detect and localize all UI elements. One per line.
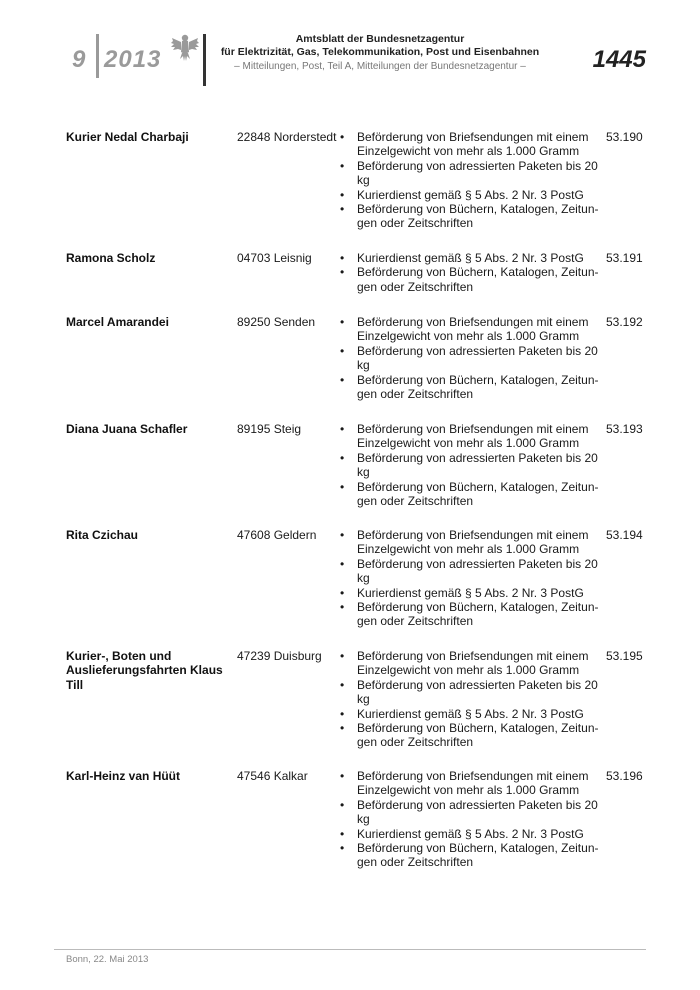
entry-number: 53.193 bbox=[606, 422, 643, 436]
service-item: • Beförderung von Briefsendungen mit einem Einzelgewicht von mehr als 1.000 Gramm bbox=[340, 769, 602, 798]
entry-name: Marcel Amarandei bbox=[66, 315, 169, 329]
entry-number: 53.190 bbox=[606, 130, 643, 144]
service-item: • Beförderung von Büchern, Katalogen, Zeitun-gen oder Zeitschriften bbox=[340, 373, 602, 402]
issue-year: 2013 bbox=[104, 46, 162, 73]
service-list bbox=[340, 528, 602, 629]
footer-divider bbox=[54, 949, 646, 950]
service-item: • Beförderung von Briefsendungen mit einem Einzelgewicht von mehr als 1.000 Gramm bbox=[340, 649, 602, 678]
entry-number: 53.194 bbox=[606, 528, 643, 542]
entry-name: Diana Juana Schafler bbox=[66, 422, 188, 436]
entry-number: 53.196 bbox=[606, 769, 643, 783]
footer-date: Bonn, 22. Mai 2013 bbox=[66, 954, 149, 965]
service-item: • Beförderung von Büchern, Katalogen, Zeitun-gen oder Zeitschriften bbox=[340, 202, 602, 231]
entry-place: 47239 Duisburg bbox=[237, 649, 322, 663]
publication-title: Amtsblatt der Bundesnetzagentur bbox=[295, 33, 465, 45]
page-number: 1445 bbox=[592, 46, 646, 73]
service-item: • Beförderung von Büchern, Katalogen, Zeitun-gen oder Zeitschriften bbox=[340, 480, 602, 509]
service-list bbox=[340, 649, 602, 750]
service-item: • Beförderung von adressierten Paketen bis 20 kg bbox=[340, 159, 602, 188]
service-item: • Beförderung von adressierten Paketen bis 20 kg bbox=[340, 451, 602, 480]
service-item: • Beförderung von Briefsendungen mit einem Einzelgewicht von mehr als 1.000 Gramm bbox=[340, 528, 602, 557]
service-list bbox=[340, 422, 602, 508]
service-item: • Beförderung von adressierten Paketen bis 20 kg bbox=[340, 678, 602, 707]
entry-place: 04703 Leisnig bbox=[237, 251, 312, 265]
service-item: • Beförderung von Briefsendungen mit einem Einzelgewicht von mehr als 1.000 Gramm bbox=[340, 422, 602, 451]
page-header bbox=[0, 0, 700, 100]
entry-place: 22848 Norderstedt bbox=[237, 130, 337, 144]
service-item: • Kurierdienst gemäß § 5 Abs. 2 Nr. 3 PostG bbox=[340, 586, 602, 600]
service-item: • Beförderung von adressierten Paketen bis 20 kg bbox=[340, 798, 602, 827]
entry-number: 53.195 bbox=[606, 649, 643, 663]
entry-number: 53.191 bbox=[606, 251, 643, 265]
entry-name: Ramona Scholz bbox=[66, 251, 156, 265]
issue-number: 9 bbox=[72, 46, 87, 73]
service-item: • Beförderung von Briefsendungen mit einem Einzelgewicht von mehr als 1.000 Gramm bbox=[340, 130, 602, 159]
entry-place: 89250 Senden bbox=[237, 315, 316, 329]
service-item: • Beförderung von Büchern, Katalogen, Zeitun-gen oder Zeitschriften bbox=[340, 721, 602, 750]
section-subtitle: – Mitteilungen, Post, Teil A, Mitteilungen der Bundesnetzagentur – bbox=[234, 61, 526, 72]
service-item: • Kurierdienst gemäß § 5 Abs. 2 Nr. 3 PostG bbox=[340, 251, 602, 265]
service-list bbox=[340, 769, 602, 870]
service-item: • Beförderung von Briefsendungen mit einem Einzelgewicht von mehr als 1.000 Gramm bbox=[340, 315, 602, 344]
service-item: • Beförderung von Büchern, Katalogen, Zeitun-gen oder Zeitschriften bbox=[340, 841, 602, 870]
entry-place: 47608 Geldern bbox=[237, 528, 317, 542]
service-item: • Kurierdienst gemäß § 5 Abs. 2 Nr. 3 PostG bbox=[340, 827, 602, 841]
publication-subtitle: für Elektrizität, Gas, Telekommunikation, Post und Eisenbahnen bbox=[220, 46, 540, 58]
service-item: • Beförderung von adressierten Paketen bis 20 kg bbox=[340, 344, 602, 373]
entry-number: 53.192 bbox=[606, 315, 643, 329]
service-item: • Kurierdienst gemäß § 5 Abs. 2 Nr. 3 PostG bbox=[340, 188, 602, 202]
service-item: • Kurierdienst gemäß § 5 Abs. 2 Nr. 3 PostG bbox=[340, 707, 602, 721]
service-list bbox=[340, 315, 602, 401]
service-item: • Beförderung von Büchern, Katalogen, Zeitun-gen oder Zeitschriften bbox=[340, 600, 602, 629]
entry-place: 47546 Kalkar bbox=[237, 769, 308, 783]
service-list bbox=[340, 251, 602, 294]
service-item: • Beförderung von Büchern, Katalogen, Zeitun-gen oder Zeitschriften bbox=[340, 265, 602, 294]
service-item: • Beförderung von adressierten Paketen bis 20 kg bbox=[340, 557, 602, 586]
entry-place: 89195 Steig bbox=[237, 422, 302, 436]
entry-name: Rita Czichau bbox=[66, 528, 139, 542]
entry-name: Kurier-, Boten und Auslieferungsfahrten Klaus Till bbox=[66, 649, 223, 692]
entry-name: Karl-Heinz van Hüüt bbox=[66, 769, 181, 783]
entry-name: Kurier Nedal Charbaji bbox=[66, 130, 189, 144]
service-list bbox=[340, 130, 602, 231]
